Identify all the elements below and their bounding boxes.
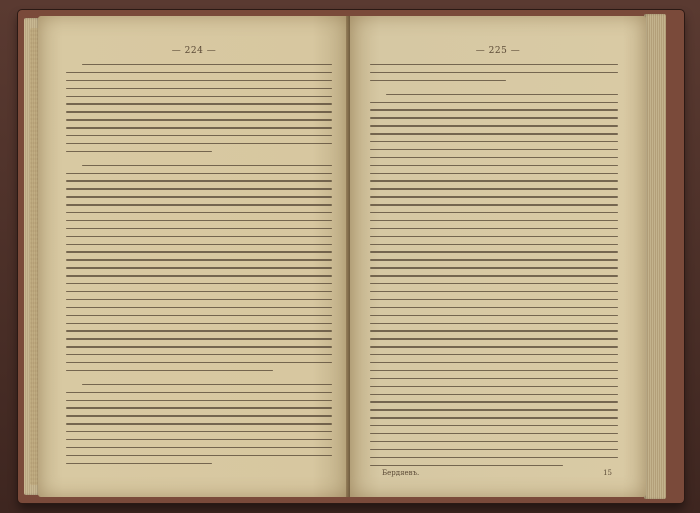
text-line <box>370 259 618 260</box>
left-page-text <box>66 64 332 471</box>
text-line <box>370 236 618 237</box>
text-line <box>370 64 618 65</box>
text-line <box>66 439 332 440</box>
text-line <box>370 457 618 458</box>
text-line <box>370 323 618 324</box>
text-line <box>370 133 618 134</box>
left-page-number: — 224 — <box>171 46 217 56</box>
text-line <box>66 362 332 363</box>
text-line <box>66 455 332 456</box>
text-line <box>370 228 618 229</box>
text-line <box>66 423 332 424</box>
text-line <box>370 173 618 174</box>
text-line <box>66 244 332 245</box>
right-page-number: — 225 — <box>475 46 521 56</box>
text-line <box>66 196 332 197</box>
text-line <box>370 338 618 339</box>
text-line <box>66 103 332 104</box>
text-line <box>82 384 332 385</box>
text-line <box>66 415 332 416</box>
text-line <box>66 251 332 252</box>
text-line <box>66 307 332 308</box>
text-line <box>66 143 332 144</box>
text-line <box>370 102 618 103</box>
text-line <box>370 157 618 158</box>
text-line <box>370 109 618 110</box>
text-line <box>66 323 332 324</box>
text-line <box>66 173 332 174</box>
text-line <box>370 354 618 355</box>
left-page <box>38 16 350 497</box>
text-line <box>66 330 332 331</box>
right-page-text <box>370 64 618 472</box>
text-line <box>66 88 332 89</box>
text-line <box>370 196 618 197</box>
text-line <box>370 449 618 450</box>
text-line <box>370 275 618 276</box>
text-line <box>66 96 332 97</box>
text-line <box>66 180 332 181</box>
text-line <box>370 204 618 205</box>
text-line <box>370 149 618 150</box>
text-line <box>370 267 618 268</box>
text-line <box>386 94 618 95</box>
text-line <box>370 370 618 371</box>
text-line <box>370 409 618 410</box>
text-line <box>66 463 212 464</box>
footer-signature: 15 <box>603 469 612 477</box>
text-line <box>66 299 332 300</box>
text-line <box>370 394 618 395</box>
text-line <box>82 165 332 166</box>
text-line <box>370 315 618 316</box>
text-line <box>370 346 618 347</box>
text-line <box>370 117 618 118</box>
text-line <box>66 275 332 276</box>
text-line <box>370 299 618 300</box>
text-line <box>66 127 332 128</box>
text-line <box>370 212 618 213</box>
text-line <box>370 362 618 363</box>
text-line <box>370 441 618 442</box>
text-line <box>66 291 332 292</box>
text-line <box>370 80 506 81</box>
text-line <box>66 80 332 81</box>
footer-author: Бердяевъ. <box>382 469 420 477</box>
right-page <box>350 16 646 497</box>
text-line <box>66 135 332 136</box>
text-line <box>370 465 563 466</box>
text-line <box>66 346 332 347</box>
text-line <box>370 125 618 126</box>
text-line <box>370 433 618 434</box>
text-line <box>66 392 332 393</box>
text-line <box>370 220 618 221</box>
text-line <box>66 236 332 237</box>
text-line <box>66 188 332 189</box>
text-line <box>370 141 618 142</box>
text-line <box>370 283 618 284</box>
text-line <box>66 151 212 152</box>
text-line <box>66 111 332 112</box>
text-line <box>66 228 332 229</box>
text-line <box>66 220 332 221</box>
text-line <box>66 72 332 73</box>
text-line <box>370 188 618 189</box>
text-line <box>66 354 332 355</box>
text-line <box>370 291 618 292</box>
text-line <box>66 267 332 268</box>
text-line <box>370 417 618 418</box>
text-line <box>66 447 332 448</box>
text-line <box>370 425 618 426</box>
text-line <box>66 370 273 371</box>
text-line <box>370 386 618 387</box>
text-line <box>370 251 618 252</box>
text-line <box>370 307 618 308</box>
text-line <box>66 259 332 260</box>
text-line <box>66 338 332 339</box>
text-line <box>370 180 618 181</box>
text-line <box>66 315 332 316</box>
text-line <box>66 407 332 408</box>
text-line <box>66 119 332 120</box>
right-page-edges <box>644 14 666 499</box>
text-line <box>82 64 332 65</box>
text-line <box>370 244 618 245</box>
text-line <box>66 283 332 284</box>
text-line <box>370 378 618 379</box>
text-line <box>370 165 618 166</box>
text-line <box>370 72 618 73</box>
text-line <box>66 431 332 432</box>
text-line <box>66 400 332 401</box>
text-line <box>370 401 618 402</box>
text-line <box>66 204 332 205</box>
text-line <box>66 212 332 213</box>
text-line <box>370 330 618 331</box>
